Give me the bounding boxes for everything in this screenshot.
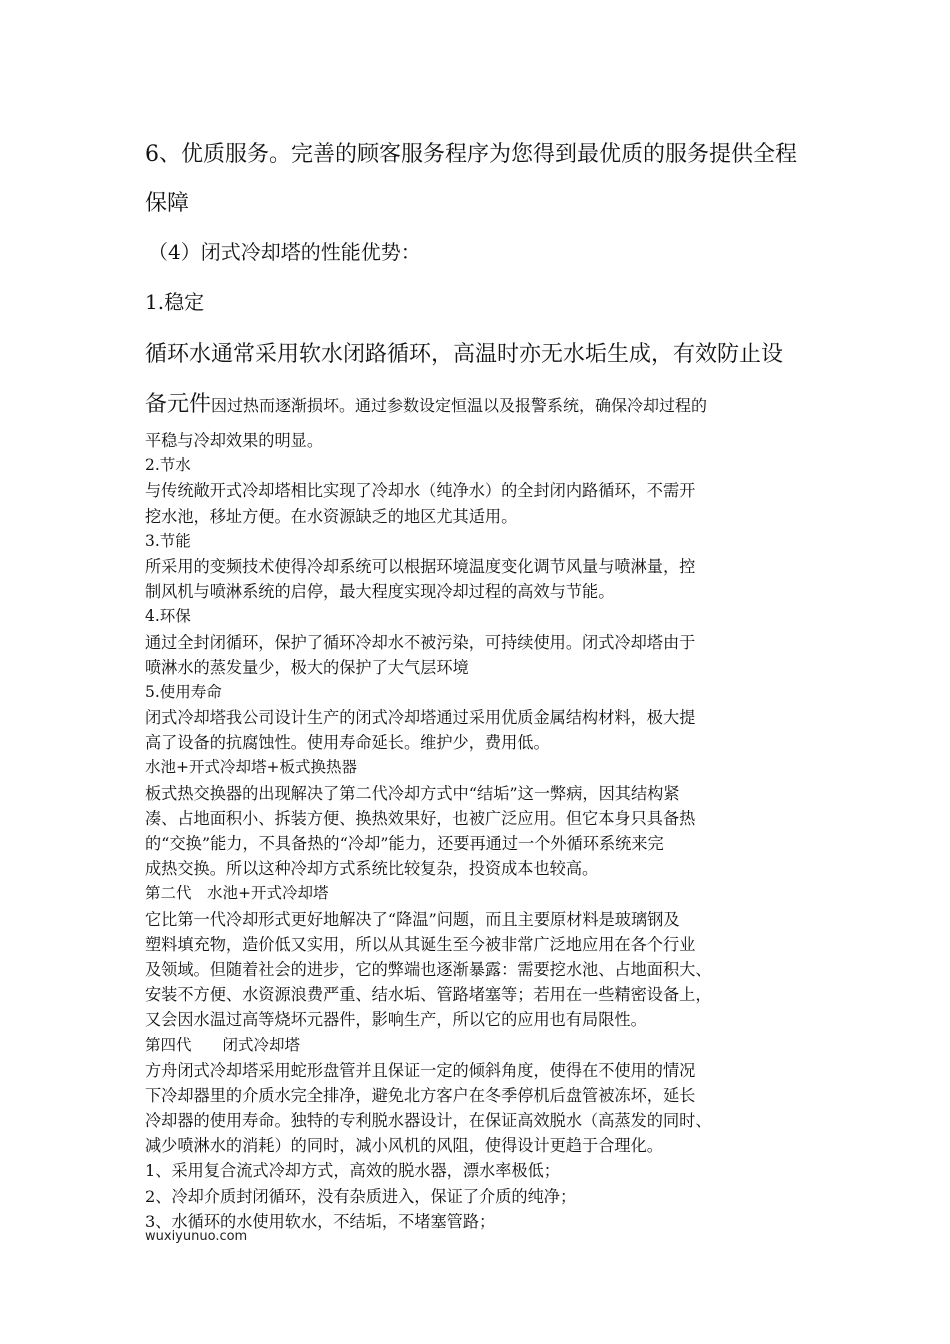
text-line: 喷淋水的蒸发量少，极大的保护了大气层环境 [145, 657, 469, 677]
text-line: 板式热交换器的出现解决了第二代冷却方式中“结垢”这一弊病，因其结构紧 [145, 783, 680, 803]
sub-heading: 5.使用寿命 [145, 682, 222, 701]
sub-heading: 第四代 闭式冷却塔 [145, 1035, 301, 1054]
text-line: 所采用的变频技术使得冷却系统可以根据环境温度变化调节风量与喷淋量，控 [145, 556, 696, 576]
list-item: 3、水循环的水使用软水，不结垢，不堵塞管路； [145, 1211, 496, 1231]
text-line: 闭式冷却塔我公司设计生产的闭式冷却塔通过采用优质金属结构材料，极大提 [145, 708, 696, 728]
text-line: 及领域。但随着社会的进步，它的弊端也逐渐暴露：需要挖水池、占地面积大、 [145, 959, 712, 979]
body-text [145, 428, 825, 1234]
footer-url: wuxiyunuo.com [145, 1229, 248, 1244]
service-line-2: 保障 [145, 191, 190, 216]
text-line: 冷却器的使用寿命。独特的专利脱水器设计，在保证高效脱水（高蒸发的同时、 [145, 1111, 712, 1131]
text-line: 平稳与冷却效果的明显。 [145, 431, 324, 450]
text-line: 成热交换。所以这种冷却方式系统比较复杂，投资成本也较高。 [145, 859, 599, 879]
sub-heading: 3.节能 [145, 531, 191, 550]
text-line: 挖水池，移址方便。在水资源缺乏的地区尤其适用。 [145, 506, 518, 526]
text-line: 的“交换”能力，不具备热的“冷却”能力，还要再通过一个外循环系统来完 [145, 834, 664, 853]
text-line: 又会因水温过高等烧坏元器件，影响生产，所以它的应用也有局限性。 [145, 1010, 647, 1030]
stable-line-1: 循环水通常采用软水闭路循环，高温时亦无水垢生成，有效防止设 [145, 342, 784, 367]
sub-heading: 4.环保 [145, 607, 191, 626]
text-line: 方舟闭式冷却塔采用蛇形盘管并且保证一定的倾斜角度，使得在不使用的情况 [145, 1060, 696, 1080]
text-line: 通过全封闭循环，保护了循环冷却水不被污染，可持续使用。闭式冷却塔由于 [145, 632, 696, 652]
sub-heading: 第二代 水池+开式冷却塔 [145, 884, 329, 903]
text-line: 它比第一代冷却形式更好地解决了“降温”问题，而且主要原材料是玻璃钢及 [145, 909, 680, 929]
sub-heading: 2.节水 [145, 456, 191, 475]
section-heading: （4）闭式冷却塔的性能优势： [148, 240, 421, 264]
stable-title: 1.稳定 [145, 290, 205, 314]
text-line: 安装不方便、水资源浪费严重、结水垢、管路堵塞等；若用在一些精密设备上， [145, 985, 712, 1005]
stable-line-2-small: 因过热而逐渐损坏。通过参数设定恒温以及报警系统，确保冷却过程的 [211, 396, 708, 415]
stable-line-2-big: 备元件 [145, 392, 212, 417]
text-line: 凑、占地面积小、拆装方便、换热效果好，也被广泛应用。但它本身只具备热 [145, 808, 696, 828]
text-line: 塑料填充物，造价低又实用，所以从其诞生至今被非常广泛地应用在各个行业 [145, 934, 696, 954]
text-line: 与传统敞开式冷却塔相比实现了冷却水（纯净水）的全封闭内路循环，不需开 [145, 481, 696, 501]
text-line: 下冷却器里的介质水完全排净，避免北方客户在冬季停机后盘管被冻坏，延长 [145, 1085, 696, 1105]
text-line: 减少喷淋水的消耗）的同时，减小风机的风阻，使得设计更趋于合理化。 [145, 1136, 663, 1156]
text-line: 制风机与喷淋系统的启停，最大程度实现冷却过程的高效与节能。 [145, 582, 615, 602]
list-item: 2、冷却介质封闭循环，没有杂质进入，保证了介质的纯净； [145, 1186, 577, 1206]
list-item: 1、采用复合流式冷却方式，高效的脱水器，漂水率极低； [145, 1161, 560, 1181]
service-line-1: 6、优质服务。完善的顾客服务程序为您得到最优质的服务提供全程 [145, 142, 797, 167]
stable-line-2 [145, 387, 707, 418]
sub-heading: 水池+开式冷却塔+板式换热器 [145, 758, 357, 777]
text-line: 高了设备的抗腐蚀性。使用寿命延长。维护少，费用低。 [145, 733, 550, 753]
